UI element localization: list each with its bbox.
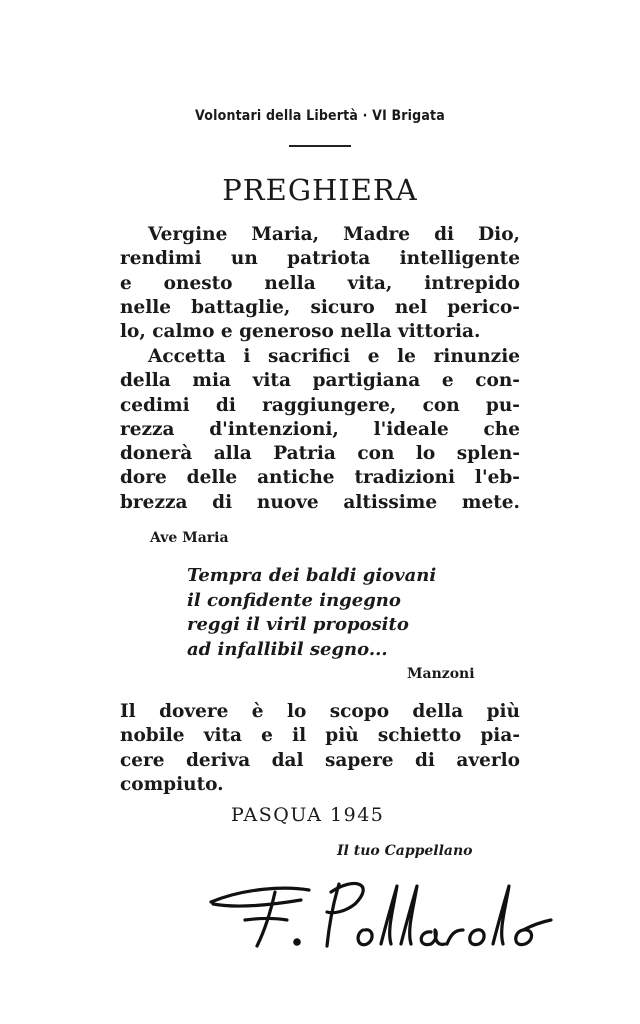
prayer-paragraph-2	[120, 345, 520, 515]
brigade-header: Volontari della Libertà · VI Brigata	[195, 108, 445, 124]
poem-quote	[187, 564, 436, 662]
ave-maria-label: Ave Maria	[150, 530, 229, 546]
handwritten-signature	[205, 860, 565, 960]
date-line: PASQUA 1945	[231, 804, 385, 826]
text-line: donerà alla Patria con lo splen-	[120, 443, 520, 465]
text-line: Vergine Maria, Madre di Dio,	[148, 224, 520, 245]
poem-line: il confidente ingegno	[187, 589, 401, 611]
text-line: della mia vita partigiana e con-	[120, 370, 520, 392]
text-line: e onesto nella vita, intrepido	[120, 272, 520, 294]
text-line: nobile vita e il più schietto pia-	[120, 725, 520, 747]
text-line: nelle battaglie, sicuro nel perico-	[120, 296, 520, 318]
chaplain-label: Il tuo Cappellano	[337, 843, 473, 859]
page-title: PREGHIERA	[222, 173, 418, 207]
text-line: rezza d'intenzioni, l'ideale che	[120, 418, 520, 440]
text-line: brezza di nuove altissime mete.	[120, 491, 520, 513]
prayer-paragraph-1	[120, 223, 520, 344]
poem-author: Manzoni	[407, 666, 475, 682]
text-line: lo, calmo e generoso nella vittoria.	[120, 321, 481, 343]
closing-paragraph	[120, 700, 520, 797]
text-line: rendimi un patriota intelligente	[120, 248, 520, 270]
text-line: Accetta i sacrifici e le rinunzie	[148, 346, 520, 367]
poem-line: reggi il viril proposito	[187, 614, 409, 635]
header-divider	[289, 145, 351, 147]
poem-line: Tempra dei baldi giovani	[187, 565, 437, 586]
poem-line: ad infallibil segno...	[187, 638, 388, 660]
text-line: cere deriva dal sapere di averlo	[120, 749, 520, 771]
text-line: Il dovere è lo scopo della più	[120, 701, 520, 722]
text-line: cedimi di raggiungere, con pu-	[120, 394, 520, 416]
text-line: dore delle antiche tradizioni l'eb-	[120, 467, 520, 489]
text-line: compiuto.	[120, 773, 224, 795]
